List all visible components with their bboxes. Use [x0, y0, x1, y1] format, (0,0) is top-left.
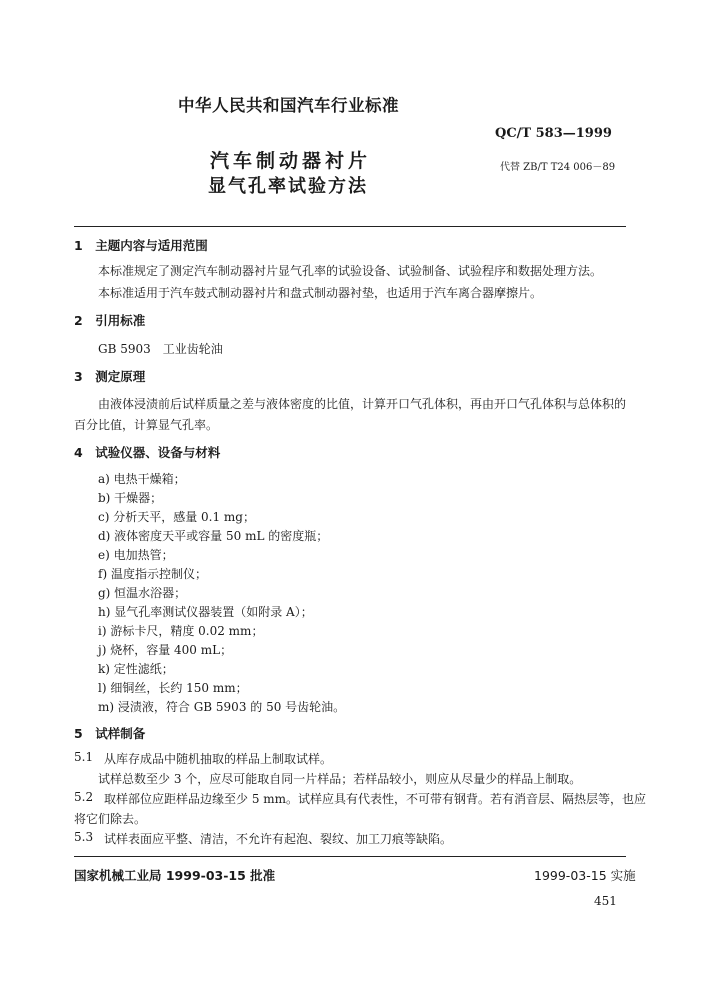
equipment-list-item: a) 电热干燥箱；	[98, 472, 186, 486]
equipment-list-item: l) 细铜丝，长约 150 mm；	[98, 681, 248, 695]
equipment-list-item: k) 定性滤纸；	[98, 662, 174, 676]
equipment-list-item: d) 液体密度天平或容量 50 mL 的密度瓶；	[98, 529, 329, 543]
page-number: 451	[594, 894, 617, 908]
section-3-heading: 3 测定原理	[74, 369, 146, 384]
clause-5-1-number: 5.1	[74, 750, 94, 764]
section-4-heading: 4 试验仪器、设备与材料	[74, 445, 221, 460]
clause-5-1-line1: 从库存成品中随机抽取的样品上制取试样。	[104, 752, 333, 766]
equipment-list-item: b) 干燥器；	[98, 491, 163, 505]
clause-5-2-line2: 将它们除去。	[74, 812, 147, 826]
clause-5-2-number: 5.2	[74, 790, 94, 804]
document-title-line1: 汽车制动器衬片	[210, 150, 372, 172]
section-5-heading: 5 试样制备	[74, 726, 146, 741]
clause-5-3-number: 5.3	[74, 830, 94, 844]
standard-category: 中华人民共和国汽车行业标准	[178, 96, 399, 115]
section-1-heading: 1 主题内容与适用范围	[74, 238, 208, 253]
clause-5-2-line1: 取样部位应距样品边缘至少 5 mm。试样应具有代表性，不可带有钢背。若有消音层、隔热层等，也应	[104, 792, 647, 806]
clause-5-3-line1: 试样表面应平整、清洁，不允许有起泡、裂纹、加工刀痕等缺陷。	[104, 832, 453, 846]
section-2-heading: 2 引用标准	[74, 313, 146, 328]
footer-divider	[74, 856, 626, 857]
equipment-list-item: f) 温度指示控制仪；	[98, 567, 207, 581]
equipment-list-item: c) 分析天平，感量 0.1 mg；	[98, 510, 255, 524]
document-title-line2: 显气孔率试验方法	[208, 176, 368, 197]
equipment-list-item: m) 浸渍液，符合 GB 5903 的 50 号齿轮油。	[98, 700, 346, 714]
referenced-standard: GB 5903 工业齿轮油	[98, 342, 223, 356]
equipment-list-item: g) 恒温水浴器；	[98, 586, 187, 600]
section-1-paragraph-2: 本标准适用于汽车鼓式制动器衬片和盘式制动器衬垫，也适用于汽车离合器摩擦片。	[98, 286, 543, 300]
equipment-list-item: e) 电加热管；	[98, 548, 174, 562]
equipment-list-item: j) 烧杯，容量 400 mL；	[98, 643, 233, 657]
header-divider	[74, 226, 626, 227]
equipment-list-item: i) 游标卡尺，精度 0.02 mm；	[98, 624, 264, 638]
equipment-list-item: h) 显气孔率测试仪器装置（如附录 A）；	[98, 605, 313, 619]
standard-code: QC/T 583—1999	[495, 126, 612, 141]
approval-statement: 国家机械工业局 1999-03-15 批准	[74, 868, 276, 883]
section-3-paragraph-line2: 百分比值，计算显气孔率。	[74, 418, 219, 432]
effective-date: 1999-03-15 实施	[534, 868, 636, 883]
section-1-paragraph-1: 本标准规定了测定汽车制动器衬片显气孔率的试验设备、试验制备、试验程序和数据处理方法。	[98, 264, 603, 278]
section-3-paragraph-line1: 由液体浸渍前后试样质量之差与液体密度的比值，计算开口气孔体积，再由开口气孔体积与总体积的	[98, 397, 627, 411]
replaces-code: 代替 ZB/T T24 006－89	[500, 162, 616, 173]
clause-5-1-line2: 试样总数至少 3 个，应尽可能取自同一片样品；若样品较小，则应从尽量少的样品上制取。	[98, 772, 582, 786]
